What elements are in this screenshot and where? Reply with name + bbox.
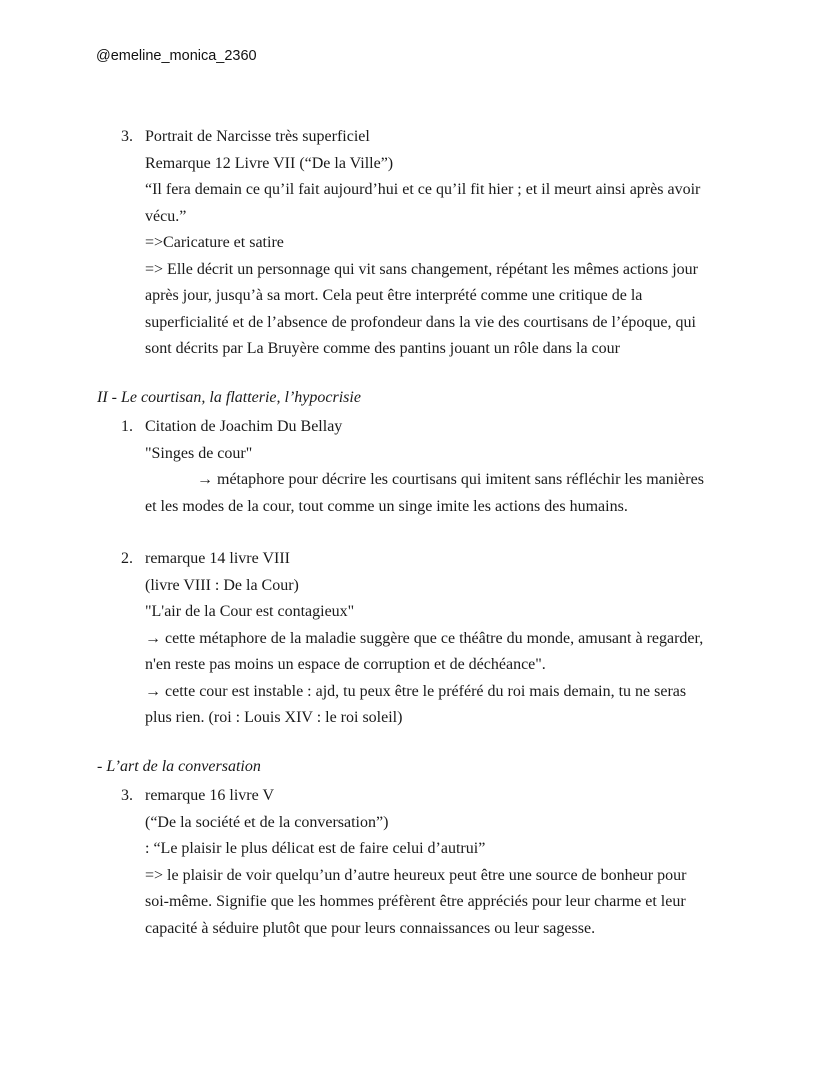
- item-analysis: => le plaisir de voir quelqu’un d’autre heureux peut être une source de bonheur pour: [145, 866, 687, 884]
- item-analysis: → métaphore pour décrire les courtisans qui imitent sans réfléchir les manières: [197, 471, 704, 488]
- list-item-body: [145, 124, 735, 363]
- list-item-body: [145, 546, 735, 732]
- item-quote: : “Le plaisir le plus délicat est de faire celui d’autrui”: [145, 840, 486, 857]
- item-quote: "L'air de la Cour est contagieux": [145, 603, 355, 620]
- section-heading-courtisan: II - Le courtisan, la flatterie, l’hypocrisie: [97, 389, 361, 406]
- item-title: remarque 16 livre V: [145, 787, 274, 804]
- list-item-body: [145, 414, 735, 520]
- item-reference: (“De la société et de la conversation”): [145, 813, 389, 831]
- list-number: 1.: [121, 418, 133, 435]
- item-analysis: → cette cour est instable : ajd, tu peux être le préféré du roi mais demain, tu ne seras: [145, 682, 687, 700]
- item-analysis: → cette métaphore de la maladie suggère que ce théâtre du monde, amusant à regarder,: [145, 629, 704, 647]
- list-item-body: [145, 783, 735, 942]
- item-quote: "Singes de cour": [145, 444, 253, 462]
- section-heading-conversation: - L’art de la conversation: [97, 758, 261, 775]
- item-analysis: => Elle décrit un personnage qui vit sans changement, répétant les mêmes actions jour: [145, 260, 698, 278]
- item-analysis: et les modes de la cour, tout comme un singe imite les actions des humains.: [145, 497, 628, 515]
- item-title: Portrait de Narcisse très superficiel: [145, 128, 370, 145]
- item-analysis: plus rien. (roi : Louis XIV : le roi soleil): [145, 709, 403, 726]
- item-analysis: superficialité et de l’absence de profondeur dans la vie des courtisans de l’époque, qui: [145, 313, 696, 331]
- item-reference: Remarque 12 Livre VII (“De la Ville”): [145, 154, 394, 172]
- list-number: 2.: [121, 550, 133, 567]
- item-quote: “Il fera demain ce qu’il fait aujourd’hui et ce qu’il fit hier ; et il meurt ainsi après avoir: [145, 181, 701, 198]
- item-analysis: capacité à séduire plutôt que pour leurs connaissances ou leur sagesse.: [145, 919, 596, 937]
- item-quote-cont: vécu.”: [145, 207, 187, 225]
- item-analysis: après jour, jusqu’à sa mort. Cela peut être interprété comme une critique de la: [145, 287, 643, 304]
- item-analysis: n'en reste pas moins un espace de corruption et de déchéance".: [145, 656, 546, 673]
- item-analysis: sont décrits par La Bruyère comme des pantins jouant un rôle dans la cour: [145, 340, 620, 357]
- item-analysis: soi-même. Signifie que les hommes préfèrent être appréciés pour leur charme et leur: [145, 893, 686, 910]
- list-number: 3.: [121, 787, 133, 804]
- item-note: =>Caricature et satire: [145, 234, 284, 251]
- item-title: remarque 14 livre VIII: [145, 550, 290, 567]
- item-reference: (livre VIII : De la Cour): [145, 576, 299, 594]
- item-title: Citation de Joachim Du Bellay: [145, 418, 343, 435]
- author-handle: @emeline_monica_2360: [96, 48, 257, 64]
- list-number: 3.: [121, 128, 133, 145]
